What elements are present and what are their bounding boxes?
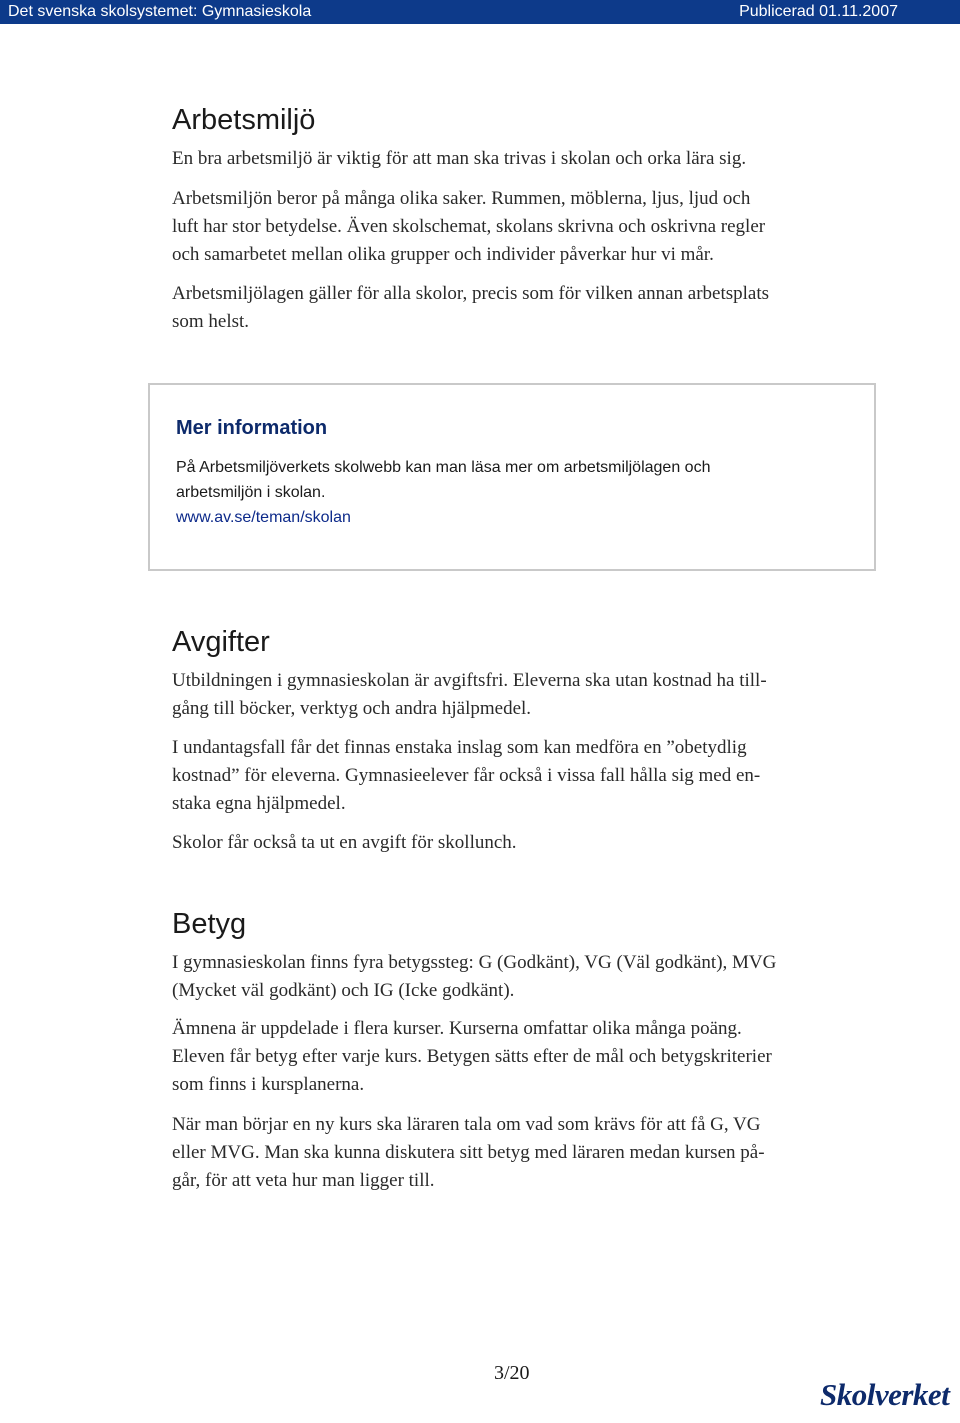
paragraph-arbetsmiljo-1 (172, 145, 872, 173)
heading-arbetsmiljo: Arbetsmiljö (172, 104, 316, 136)
text-line: I undantagsfall får det finnas enstaka inslag som kan medföra en ”obetydlig (172, 737, 747, 758)
text-line: kostnad” för eleverna. Gymnasieelever får också i vissa fall hålla sig med en- (172, 765, 761, 786)
paragraph-arbetsmiljo-3 (172, 280, 872, 336)
text-line: och samarbetet mellan olika grupper och individer påverkar hur vi mår. (172, 244, 714, 265)
text-line: Ämnena är uppdelade i flera kurser. Kurserna omfattar olika många poäng. (172, 1018, 742, 1039)
info-box-text (176, 455, 856, 505)
info-box (148, 383, 876, 571)
text-line: som helst. (172, 311, 250, 332)
text-line: arbetsmiljön i skolan. (176, 484, 326, 501)
text-line: gång till böcker, verktyg och andra hjälpmedel. (172, 698, 532, 719)
text-line: På Arbetsmiljöverkets skolwebb kan man läsa mer om arbetsmiljölagen och (176, 459, 711, 476)
text-line: luft har stor betydelse. Även skolschemat, skolans skrivna och oskrivna regler (172, 216, 766, 237)
text-line: eller MVG. Man ska kunna diskutera sitt betyg med läraren medan kursen på- (172, 1142, 765, 1163)
text-line: I gymnasieskolan finns fyra betygssteg: G (Godkänt), VG (Väl godkänt), MVG (172, 952, 777, 973)
text-line: (Mycket väl godkänt) och IG (Icke godkänt). (172, 980, 515, 1001)
info-box-link[interactable]: www.av.se/teman/skolan (176, 509, 351, 526)
paragraph-betyg-1 (172, 949, 872, 1005)
heading-avgifter: Avgifter (172, 626, 270, 658)
paragraph-avgifter-3 (172, 829, 872, 857)
paragraph-avgifter-2 (172, 734, 872, 818)
text-line: När man börjar en ny kurs ska läraren tala om vad som krävs för att få G, VG (172, 1114, 761, 1135)
page-number: 3/20 (494, 1362, 530, 1384)
text-line: En bra arbetsmiljö är viktig för att man ska trivas i skolan och orka lära sig. (172, 148, 747, 169)
text-line: staka egna hjälpmedel. (172, 793, 346, 814)
text-line: går, för att veta hur man ligger till. (172, 1170, 435, 1191)
text-line: Utbildningen i gymnasieskolan är avgiftsfri. Eleverna ska utan kostnad ha till- (172, 670, 767, 691)
header-title: Det svenska skolsystemet: Gymnasieskola (8, 3, 312, 20)
text-line: Skolor får också ta ut en avgift för skollunch. (172, 832, 517, 853)
heading-betyg: Betyg (172, 908, 247, 940)
text-line: Arbetsmiljölagen gäller för alla skolor, precis som för vilken annan arbetsplats (172, 283, 770, 304)
paragraph-betyg-2 (172, 1015, 872, 1099)
paragraph-arbetsmiljo-2 (172, 185, 872, 269)
header-published-date: Publicerad 01.11.2007 (739, 3, 898, 20)
document-header (0, 0, 960, 24)
paragraph-betyg-3 (172, 1111, 872, 1195)
skolverket-logo: Skolverket (820, 1377, 950, 1412)
text-line: Arbetsmiljön beror på många olika saker. Rummen, möblerna, ljus, ljud och (172, 188, 751, 209)
paragraph-avgifter-1 (172, 667, 872, 723)
info-box-title: Mer information (176, 417, 328, 439)
text-line: som finns i kursplanerna. (172, 1074, 365, 1095)
text-line: Eleven får betyg efter varje kurs. Betygen sätts efter de mål och betygskriterier (172, 1046, 772, 1067)
